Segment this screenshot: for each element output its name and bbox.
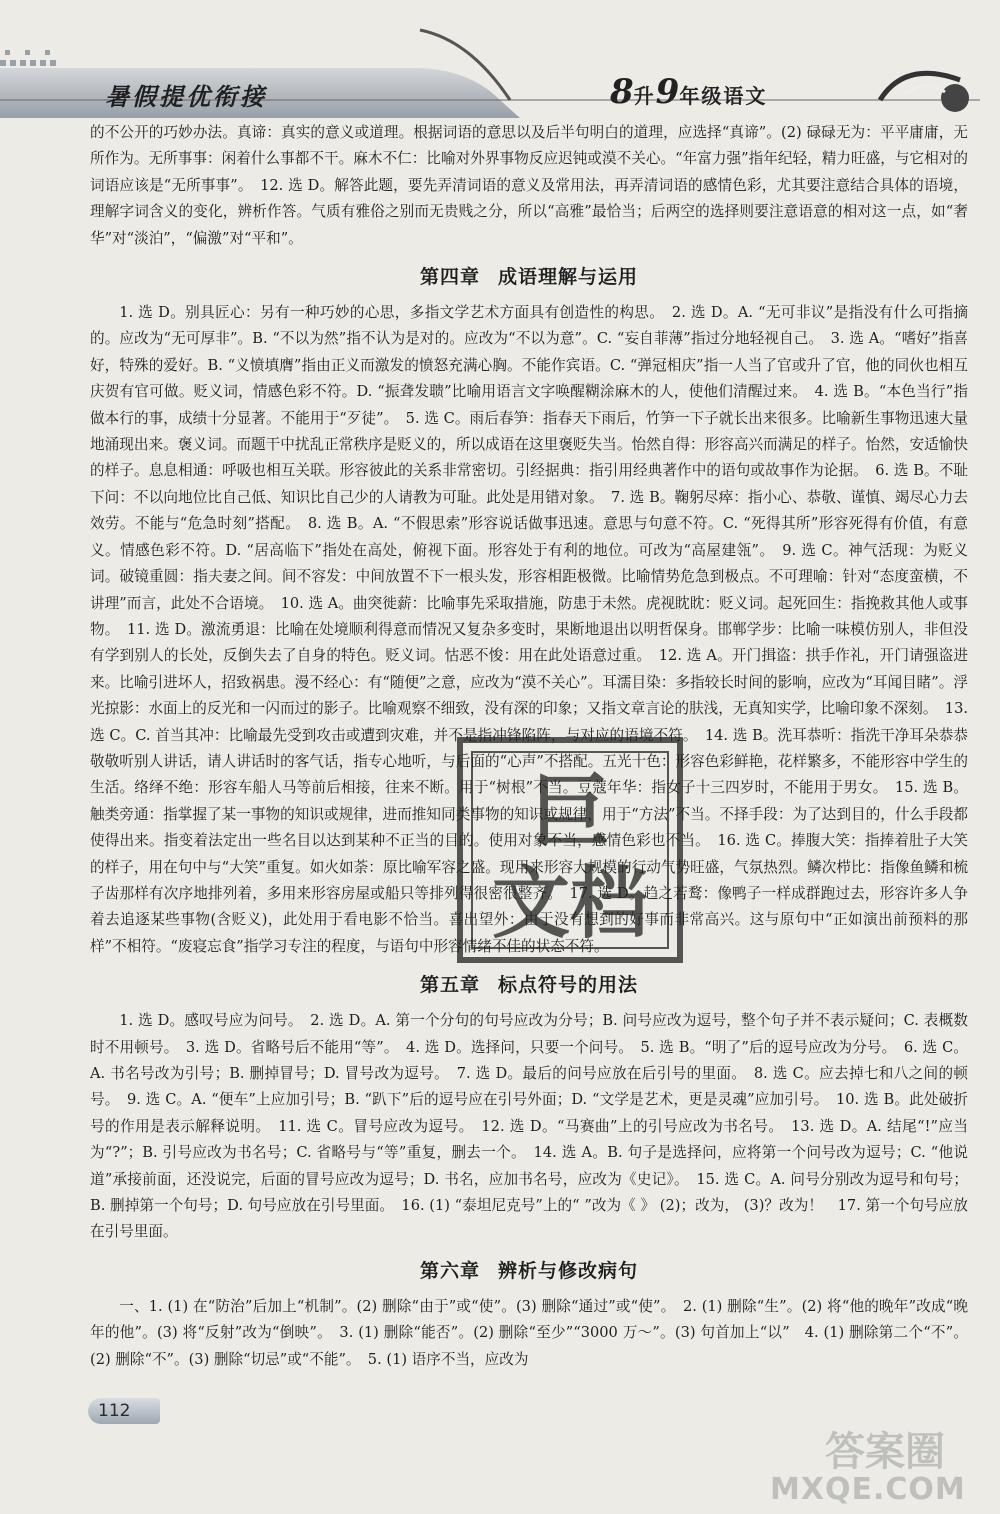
chapter5-heading	[90, 970, 968, 1000]
chapter4-answers: 1. 选 D。别具匠心：另有一种巧妙的心思，多指文学艺术方面具有创造性的构思。 2. 选 D。A. “无可非议”是指没有什么可指摘的。应改为“无可厚非”。B. “不以为然”指不认为是对的。应改为“不以为意”。C. “妄自菲薄”指过分地轻视自己。 3. 选 A。“嗜好”指喜好，特殊的爱好。B. “义愤填膺”指由正义而激发的愤怒充满心胸。不能作宾语。C. “弹冠相庆”指一人当了官或升了官，他的同伙也相互庆贺有官可做。贬义词，情感色彩不符。D. “振聋发聩”比喻用语言文字唤醒糊涂麻木的人，使他们清醒过来。 4. 选 B。“本色当行”指做本行的事，成绩十分显著。不能用于“歹徒”。 5. 选 C。雨后春笋：指春天下雨后，竹笋一下子就长出来很多。比喻新生事物迅速大量地涌现出来。褒义词。而题干中扰乱正常秩序是贬义的，所以成语在这里褒贬失当。怡然自得：形容高兴而满足的样子。怡然，安适愉快的样子。息息相通：呼吸也相互关联。形容彼此的关系非常密切。引经据典：指引用经典著作中的语句或故事作为论据。 6. 选 B。不耻下问：不以向地位比自己低、知识比自己少的人请教为可耻。此处是用错对象。 7. 选 B。鞠躬尽瘁：指小心、恭敬、谨慎、竭尽心力去效劳。不能与“危急时刻”搭配。 8. 选 B。A. “不假思索”形容说话做事迅速。意思与句意不符。C. “死得其所”形容死得有价值，有意义。情感色彩不符。D. “居高临下”指处在高处，俯视下面。形容处于有利的地位。可改为“高屋建瓴”。 9. 选 C。神气活现：为贬义词。破镜重圆：指夫妻之间。间不容发：中间放置不下一根头发，形容相距极微。比喻情势危急到极点。不可理喻：针对“态度蛮横，不讲理”而言，此处不合语境。 10. 选 A。曲突徙薪：比喻事先采取措施，防患于未然。虎视眈眈：贬义词。起死回生：指挽救其他人或事物。 11. 选 D。激流勇退：比喻在处境顺利得意而情况又复杂多变时，果断地退出以明哲保身。邯郸学步：比喻一味模仿别人，非但没有学到别人的长处，反倒失去了自身的特色。贬义词。怙恶不悛：用在此处语意过重。 12. 选 A。开门揖盗：拱手作礼，开门请强盗进来。比喻引进坏人，招致祸患。漫不经心：有“随便”之意，应改为“漠不关心”。耳濡目染：多指较长时间的影响，应改为“耳闻目睹”。浮光掠影：水面上的反光和一闪而过的影子。比喻观察不细致，没有深的印象；又指文章言论的肤浅，无真知实学，比喻印象不深刻。 13. 选 C。C. 首当其冲：比喻最先受到攻击或遭到灾难，并不是指冲锋陷阵，与对应的语境不符。 14. 选 B。洗耳恭听：指洗干净耳朵恭恭敬敬听别人讲话，请人讲话时的客气话，指专心地听，与后面的“心声”不搭配。五光十色：形容色彩鲜艳，花样繁多，不能形容中学生的生活。络绎不绝：形容车船人马等前后相接，往来不断。用于“树根”不当。豆蔻年华：指女子十三四岁时，不能用于男女。 15. 选 B。触类旁通：指掌握了某一事物的知识或规律，进而推知同类事物的知识或规律，用于“方法”不当。不择手段：为了达到目的，什么手段都使得出来。指变着法定出一些名目以达到某种不正当的目的。使用对象不当，感情色彩也不当。 16. 选 C。捧腹大笑：指捧着肚子大笑的样子，用在句中与“大笑”重复。如火如荼：原比喻军容之盛。现用来形容大规模的行动气势旺盛，气氛热烈。鳞次栉比：指像鱼鳞和梳子齿那样有次序地排列着，多用来形容房屋或船只等排列得很密很整齐。 17. 选 D。趋之若鹜：像鸭子一样成群跑过去，形容许多人争着去追逐某些事物(含贬义)，此处用于看电影不恰当。喜出望外：由于没有想到的好事而非常高兴。这与原句中“正如演出前预料的那样”不相符。“废寝忘食”指学习专注的程度，与语句中形容情绪不佳的状态不符。	[90, 304, 968, 955]
page-number: 112	[88, 1398, 160, 1424]
grade-connector: 升	[633, 84, 656, 108]
grade-from: 8	[610, 72, 634, 112]
chapter5-title: 标点符号的用法	[498, 974, 639, 997]
stamp-line2: 文档	[491, 859, 649, 949]
chapter6-title: 辨析与修改病句	[498, 1259, 639, 1282]
chapter4-number: 第四章	[419, 266, 480, 289]
chapter4-heading	[90, 262, 968, 292]
stamp-line1: 巨	[530, 766, 610, 859]
grade-subject: 年级语文	[679, 84, 768, 108]
grade-title	[610, 72, 767, 112]
chapter4-title: 成语理解与运用	[498, 266, 639, 289]
header-swoosh-icon	[880, 73, 969, 112]
grade-to: 9	[655, 72, 680, 112]
chapter5-number: 第五章	[419, 974, 480, 997]
chapter6-answers: 一、1. (1) 在“防治”后加上“机制”。(2) 删除“由于”或“使”。(3) 删除“通过”或“使”。 2. (1) 删除“生”。(2) 将“他的晚年”改成“晚年的他”。(3) 将“反射”改为“倒映”。 3. (1) 删除“能否”。(2) 删除“至少”“3000 万～”。(3) 句首加上“以” 4. (1) 删除第二个“不”。(2) 删除“不”。(3) 删除“切忌”或“不能”。 5. (1) 语序不当，应改为	[90, 1297, 968, 1368]
series-title: 暑假提优衔接	[105, 83, 267, 111]
watermark-logo: 答案圈	[825, 1429, 945, 1475]
intro-paragraph: 的不公开的巧妙办法。真谛：真实的意义或道理。根据词语的意思以及后半句明白的道理，应选择“真谛”。(2) 碌碌无为：平平庸庸，无所作为。无所事事：闲着什么事都不干。麻木不仁：比喻对外界事物反应迟钝或漠不关心。“年富力强”指年纪轻，精力旺盛，与它相对的词语应该是“无所事事”。 12. 选 D。解答此题，要先弄清词语的意义及常用法，再弄清词语的感情色彩，尤其要注意结合具体的语境，理解字词含义的变化，辨析作答。气质有雅俗之别而无贵贱之分，所以“高雅”最恰当；后两空的选择则要注意语意的相对这一点，如“奢华”对“淡泊”，“偏激”对“平和”。	[90, 124, 968, 247]
watermark-url: MXQE.COM	[770, 1472, 966, 1507]
answer-content	[90, 120, 968, 1373]
chapter6-heading	[90, 1256, 968, 1286]
chapter6-number: 第六章	[419, 1259, 480, 1282]
page-header	[0, 0, 1000, 130]
chapter5-answers: 1. 选 D。感叹号应为问号。 2. 选 D。A. 第一个分句的句号应改为分号；B. 问号应改为逗号，整个句子并不表示疑问；C. 表概数时不用顿号。 3. 选 D。省略号后不能用“等”。 4. 选 D。选择问，只要一个问号。 5. 选 B。“明了”后的逗号应改为分号。 6. 选 C。A. 书名号改为引号；B. 删掉冒号；D. 冒号改为逗号。 7. 选 D。最后的问号应放在后引号的里面。 8. 选 C。应去掉七和八之间的顿号。 9. 选 C。A. “便车”上应加引号；B. “趴下”后的逗号应在引号外面；D. “文学是艺术，更是灵魂”应加引号。 10. 选 B。此处破折号的作用是表示解释说明。 11. 选 C。冒号应改为逗号。 12. 选 D。“马赛曲”上的引号应改为书名号。 13. 选 D。A. 结尾“!”应当为“?”；B. 引号应改为书名号；C. 省略号与“等”重复，删去一个。 14. 选 A。B. 句子是选择问，应将第一个问号改为逗号；C. “他说道”承接前面，还没说完，后面的冒号应改为逗号；D. 书名，应加书名号，应改为《史记》。 15. 选 C。A. 问号分别改为逗号和句号；B. 删掉第一个句号；D. 句号应放在引号里面。 16. (1) “泰坦尼克号”上的“ ”改为《 》 (2)；改为， (3)？改为！ 17. 第一个句号应放在引号里面。	[90, 1012, 968, 1241]
site-watermark	[770, 1420, 990, 1510]
